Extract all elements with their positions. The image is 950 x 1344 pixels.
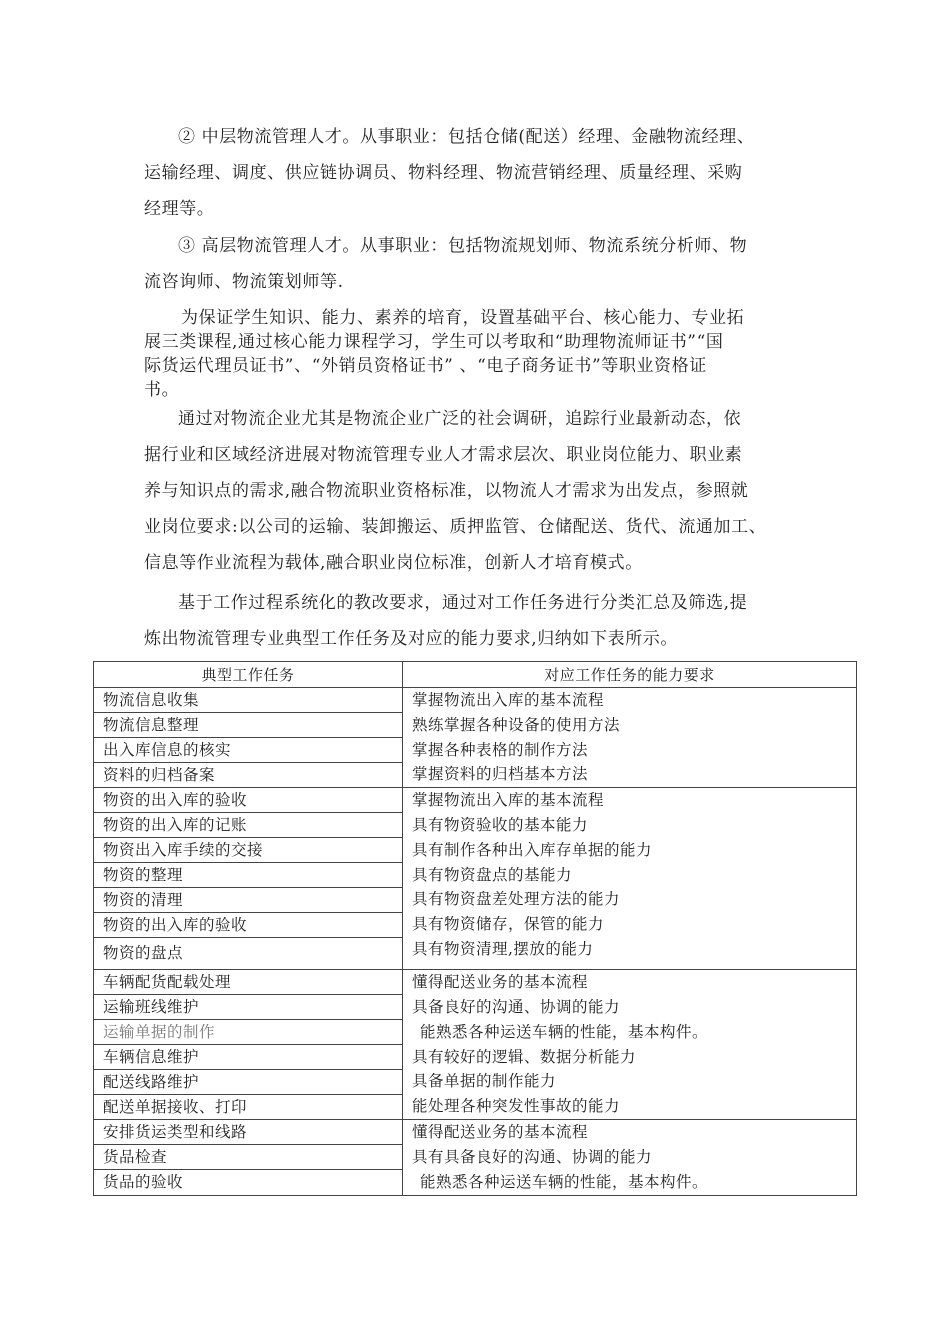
paragraph-table-intro xyxy=(144,585,810,657)
text-line: 通过对物流企业尤其是物流企业广泛的社会调研，追踪行业最新动态，依 xyxy=(178,409,742,429)
task-cell: 运输班线维护 xyxy=(94,995,403,1020)
text-line: 信息等作业流程为载体,融合职业岗位标准，创新人才培育模式。 xyxy=(144,553,643,573)
ability-line: 具有物资清理,摆放的能力 xyxy=(412,939,594,958)
task-cell: 物资的整理 xyxy=(94,863,403,888)
text-line: 流咨询师、物流策划师等. xyxy=(144,272,344,292)
task-cell: 安排货运类型和线路 xyxy=(94,1120,403,1145)
table-row xyxy=(94,1120,857,1145)
text-line: 展三类课程,通过核心能力课程学习，学生可以考取和“助理物流师证书”“国 xyxy=(144,332,724,352)
ability-line: 能熟悉各种运送车辆的性能，基本构件。 xyxy=(420,1172,709,1191)
task-cell: 出入库信息的核实 xyxy=(94,738,403,763)
text-line: 据行业和区域经济进展对物流管理专业人才需求层次、职业岗位能力、职业素 xyxy=(144,445,743,465)
task-cell: 物资出入库手续的交接 xyxy=(94,838,403,863)
paragraph-mid-level-talent xyxy=(144,119,810,227)
ability-cell xyxy=(403,788,857,970)
task-cell: 配送线路维护 xyxy=(94,1070,403,1095)
task-cell: 物资的出入库的验收 xyxy=(94,913,403,938)
paragraph-industry-research xyxy=(144,401,810,581)
ability-line: 懂得配送业务的基本流程 xyxy=(412,973,589,992)
ability-cell xyxy=(403,1120,857,1195)
paragraph-high-level-talent xyxy=(144,228,810,300)
ability-line: 具有具备良好的沟通、协调的能力 xyxy=(412,1147,653,1166)
paragraph-course-setup xyxy=(144,306,810,402)
ability-cell xyxy=(403,688,857,788)
ability-line: 掌握资料的归档基本方法 xyxy=(412,765,589,784)
table-header-row xyxy=(94,662,857,688)
task-cell: 货品检查 xyxy=(94,1145,403,1170)
task-cell: 物资的盘点 xyxy=(94,938,403,970)
ability-line: 具有物资盘差处理方法的能力 xyxy=(412,890,621,909)
text-line: 养与知识点的需求,融合物流职业资格标准，以物流人才需求为出发点，参照就 xyxy=(144,481,749,501)
task-cell: 货品的验收 xyxy=(94,1170,403,1195)
text-line: 为保证学生知识、能力、素养的培育，设置基础平台、核心能力、专业拓 xyxy=(181,308,745,328)
header-ability-requirement: 对应工作任务的能力要求 xyxy=(403,662,857,688)
ability-line: 能处理各种突发性事故的能力 xyxy=(412,1097,621,1116)
task-cell: 物流信息整理 xyxy=(94,713,403,738)
task-cell: 物资的出入库的记账 xyxy=(94,813,403,838)
task-cell: 资料的归档备案 xyxy=(94,763,403,788)
text-line: ③ 高层物流管理人才。从事职业：包括物流规划师、物流系统分析师、物 xyxy=(178,236,748,256)
table-row xyxy=(94,970,857,995)
ability-line: 具备良好的沟通、协调的能力 xyxy=(412,997,621,1016)
text-line: 际货运代理员证书”、“外销员资格证书” 、“电子商务证书”等职业资格证 xyxy=(144,356,707,376)
ability-line: 掌握各种表格的制作方法 xyxy=(412,740,589,759)
ability-line: 熟练掌握各种设备的使用方法 xyxy=(412,715,621,734)
ability-line: 具有较好的逻辑、数据分析能力 xyxy=(412,1047,637,1066)
ability-line: 具有物资盘点的基能力 xyxy=(412,865,573,884)
text-line: 经理等。 xyxy=(144,199,215,219)
ability-line: 掌握物流出入库的基本流程 xyxy=(412,691,605,709)
text-line: 基于工作过程系统化的教改要求，通过对工作任务进行分类汇总及筛选,提 xyxy=(178,593,748,613)
text-line: 炼出物流管理专业典型工作任务及对应的能力要求,归纳如下表所示。 xyxy=(144,629,679,649)
text-line: 业岗位要求:以公司的运输、装卸搬运、质押监管、仓储配送、货代、流通加工、 xyxy=(144,517,767,537)
ability-line: 具有物资储存，保管的能力 xyxy=(412,915,605,934)
ability-line: 具有制作各种出入库存单据的能力 xyxy=(412,840,653,859)
task-cell: 物流信息收集 xyxy=(94,688,403,713)
table-row xyxy=(94,788,857,813)
task-cell: 车辆配货配载处理 xyxy=(94,970,403,995)
text-line: ② 中层物流管理人才。从事职业：包括仓储(配送）经理、金融物流经理、 xyxy=(178,127,755,147)
text-line: 书。 xyxy=(144,380,180,400)
ability-line: 能熟悉各种运送车辆的性能，基本构件。 xyxy=(420,1022,709,1041)
task-cell: 运输单据的制作 xyxy=(94,1020,403,1045)
ability-cell xyxy=(403,970,857,1120)
task-cell: 配送单据接收、打印 xyxy=(94,1095,403,1120)
task-cell: 车辆信息维护 xyxy=(94,1045,403,1070)
task-ability-table xyxy=(93,661,857,1196)
table-row xyxy=(94,688,857,713)
ability-line: 掌握物流出入库的基本流程 xyxy=(412,791,605,810)
text-line: 运输经理、调度、供应链协调员、物料经理、物流营销经理、质量经理、采购 xyxy=(144,163,743,183)
task-cell: 物资的出入库的验收 xyxy=(94,788,403,813)
ability-line: 具有物资验收的基本能力 xyxy=(412,815,589,834)
task-cell: 物资的清理 xyxy=(94,888,403,913)
ability-line: 懂得配送业务的基本流程 xyxy=(412,1123,589,1142)
header-typical-task: 典型工作任务 xyxy=(94,662,403,688)
ability-line: 具备单据的制作能力 xyxy=(412,1072,557,1091)
